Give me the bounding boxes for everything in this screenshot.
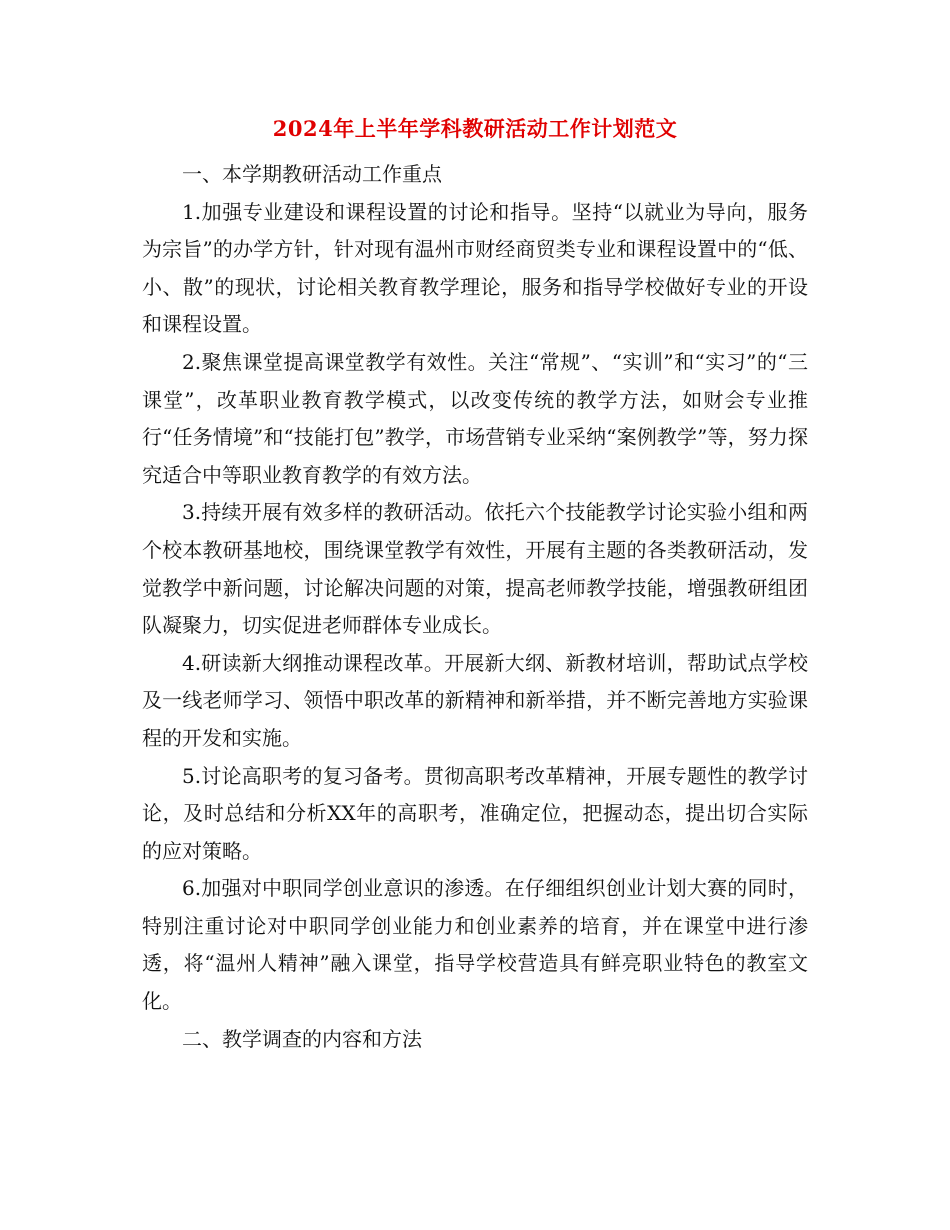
- paragraph-4: 4.研读新大纲推动课程改革。开展新大纲、新教材培训，帮助试点学校及一线老师学习、领悟中职改革的新精神和新举措，并不断完善地方实验课程的开发和实施。: [142, 650, 808, 750]
- section-heading-2: 二、教学调查的内容和方法: [182, 1026, 422, 1051]
- paragraph-2: 2.聚焦课堂提高课堂教学有效性。关注“常规”、“实训”和“实习”的“三课堂”，改革职业教育教学模式，以改变传统的教学方法，如财会专业推行“任务情境”和“技能打包”教学，市场营销专业采纳“案例教学”等，努力探究适合中等职业教育教学的有效方法。: [142, 349, 808, 487]
- paragraph-6: 6.加强对中职同学创业意识的渗透。在仔细组织创业计划大赛的同时，特别注重讨论对中职同学创业能力和创业素养的培育，并在课堂中进行渗透，将“温州人精神”融入课堂，指导学校营造具有鲜亮职业特色的教室文化。: [142, 876, 808, 1014]
- document-body: [142, 156, 808, 1058]
- section-heading-1: 一、本学期教研活动工作重点: [182, 162, 442, 186]
- paragraph-1: 1.加强专业建设和课程设置的讨论和指导。坚持“以就业为导向，服务为宗旨”的办学方针，针对现有温州市财经商贸类专业和课程设置中的“低、小、散”的现状，讨论相关教育教学理论，服务和指导学校做好专业的开设和课程设置。: [142, 199, 808, 337]
- paragraph-5: 5.讨论高职考的复习备考。贯彻高职考改革精神，开展专题性的教学讨论，及时总结和分析XX年的高职考，准确定位，把握动态，提出切合实际的应对策略。: [142, 763, 808, 863]
- document-title: 2024年上半年学科教研活动工作计划范文: [272, 116, 678, 141]
- paragraph-3: 3.持续开展有效多样的教研活动。依托六个技能教学讨论实验小组和两个校本教研基地校，围绕课堂教学有效性，开展有主题的各类教研活动，发觉教学中新问题，讨论解决问题的对策，提高老师教学技能，增强教研组团队凝聚力，切实促进老师群体专业成长。: [142, 500, 808, 638]
